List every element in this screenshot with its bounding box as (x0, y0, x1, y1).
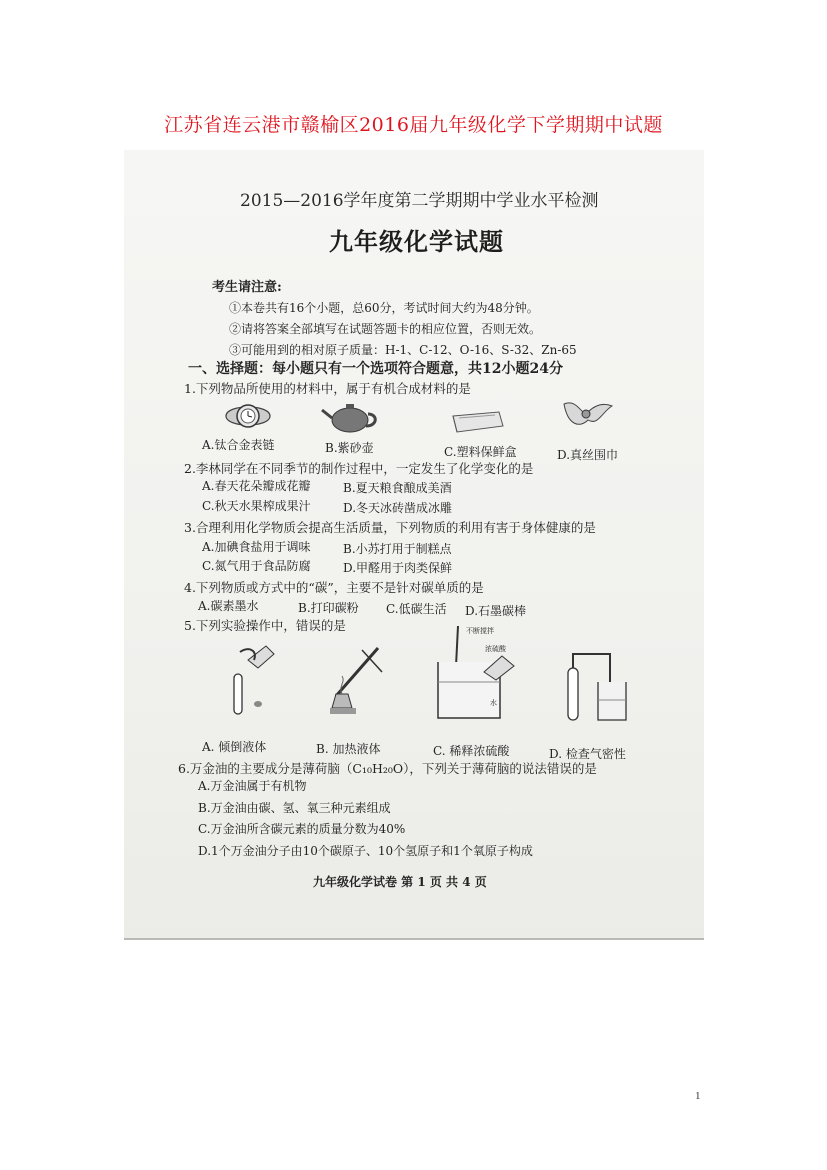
section-1-heading: 一、选择题：每小题只有一个选项符合题意，共12小题24分 (188, 361, 563, 377)
airtightness-check-figure (554, 648, 632, 724)
q6-option-d: D.1个万金油分子由10个碳原子、10个氢原子和1个氧原子构成 (198, 844, 533, 858)
q2-option-a: A.春天花朵瓣成花瓣 (202, 479, 311, 493)
diluting-acid-figure (432, 622, 518, 724)
q4-option-a: A.碳素墨水 (198, 599, 259, 613)
exam-page-footer: 九年级化学试卷 第 1 页 共 4 页 (313, 875, 487, 889)
q6-option-a: A.万金油属于有机物 (198, 779, 307, 793)
q3-option-b: B.小苏打用于制糕点 (343, 542, 452, 556)
q1-option-c: C.塑料保鲜盒 (444, 445, 517, 459)
plastic-box-image (449, 408, 505, 434)
q5-stem: 5.下列实验操作中，错误的是 (184, 618, 346, 633)
q5-option-c: C. 稀释浓硫酸 (433, 744, 510, 758)
q2-option-b: B.夏天粮食酿成美酒 (343, 481, 452, 495)
q4-option-d: D.石墨碳棒 (465, 604, 527, 618)
q3-option-c: C.氮气用于食品防腐 (202, 559, 311, 573)
q1-option-a: A.钛合金表链 (202, 438, 275, 452)
q5-option-a: A. 倾倒液体 (202, 740, 267, 754)
q2-option-c: C.秋天水果榨成果汁 (202, 499, 311, 513)
notice-label: 考生请注意: (212, 280, 282, 295)
document-title: 江苏省连云港市赣榆区2016届九年级化学下学期期中试题 (164, 114, 663, 136)
q3-stem: 3.合理利用化学物质会提高生活质量，下列物质的利用有害于身体健康的是 (184, 520, 596, 535)
watch-image (222, 398, 274, 434)
q6-stem: 6.万金油的主要成分是薄荷脑（C₁₀H₂₀O），下列关于薄荷脑的说法错误的是 (178, 761, 597, 776)
q6-option-b: B.万金油由碳、氢、氧三种元素组成 (198, 801, 391, 815)
q4-option-c: C.低碳生活 (386, 602, 447, 616)
q5-option-d: D. 检查气密性 (549, 747, 626, 761)
pouring-liquid-figure (218, 640, 278, 720)
q1-stem: 1.下列物品所使用的材料中，属于有机合成材料的是 (184, 381, 471, 396)
notice-2: ②请将答案全部填写在试题答题卡的相应位置，否则无效。 (229, 322, 542, 336)
q2-stem: 2.李林同学在不同季节的制作过程中，一定发生了化学变化的是 (184, 461, 534, 476)
q2-option-d: D.冬天冰砖凿成冰雕 (343, 501, 453, 515)
q3-option-d: D.甲醛用于肉类保鲜 (343, 561, 453, 575)
stir-label: 不断搅拌 (466, 627, 494, 635)
acid-label: 浓硫酸 (485, 645, 506, 653)
water-label: 水 (490, 699, 497, 707)
teapot-image (320, 400, 382, 434)
page-number: 1 (695, 1090, 701, 1102)
notice-3: ③可能用到的相对原子质量：H-1、C-12、O-16、S-32、Zn-65 (229, 343, 577, 357)
silk-scarf-image (558, 398, 616, 432)
scan-bottom-edge (124, 938, 704, 940)
heating-liquid-figure (322, 642, 388, 722)
q5-option-b: B. 加热液体 (316, 742, 381, 756)
exam-main-title: 九年级化学试题 (329, 227, 504, 256)
notice-1: ①本卷共有16个小题，总60分，考试时间大约为48分钟。 (229, 301, 539, 315)
q4-option-b: B.打印碳粉 (298, 601, 359, 615)
q1-option-b: B.紫砂壶 (325, 441, 374, 455)
q3-option-a: A.加碘食盐用于调味 (202, 540, 311, 554)
exam-year-line: 2015—2016学年度第二学期期中学业水平检测 (240, 191, 599, 211)
q1-option-d: D.真丝围巾 (557, 448, 619, 462)
q4-stem: 4.下列物质或方式中的“碳”，主要不是针对碳单质的是 (184, 580, 484, 595)
q6-option-c: C.万金油所含碳元素的质量分数为40% (198, 822, 406, 836)
